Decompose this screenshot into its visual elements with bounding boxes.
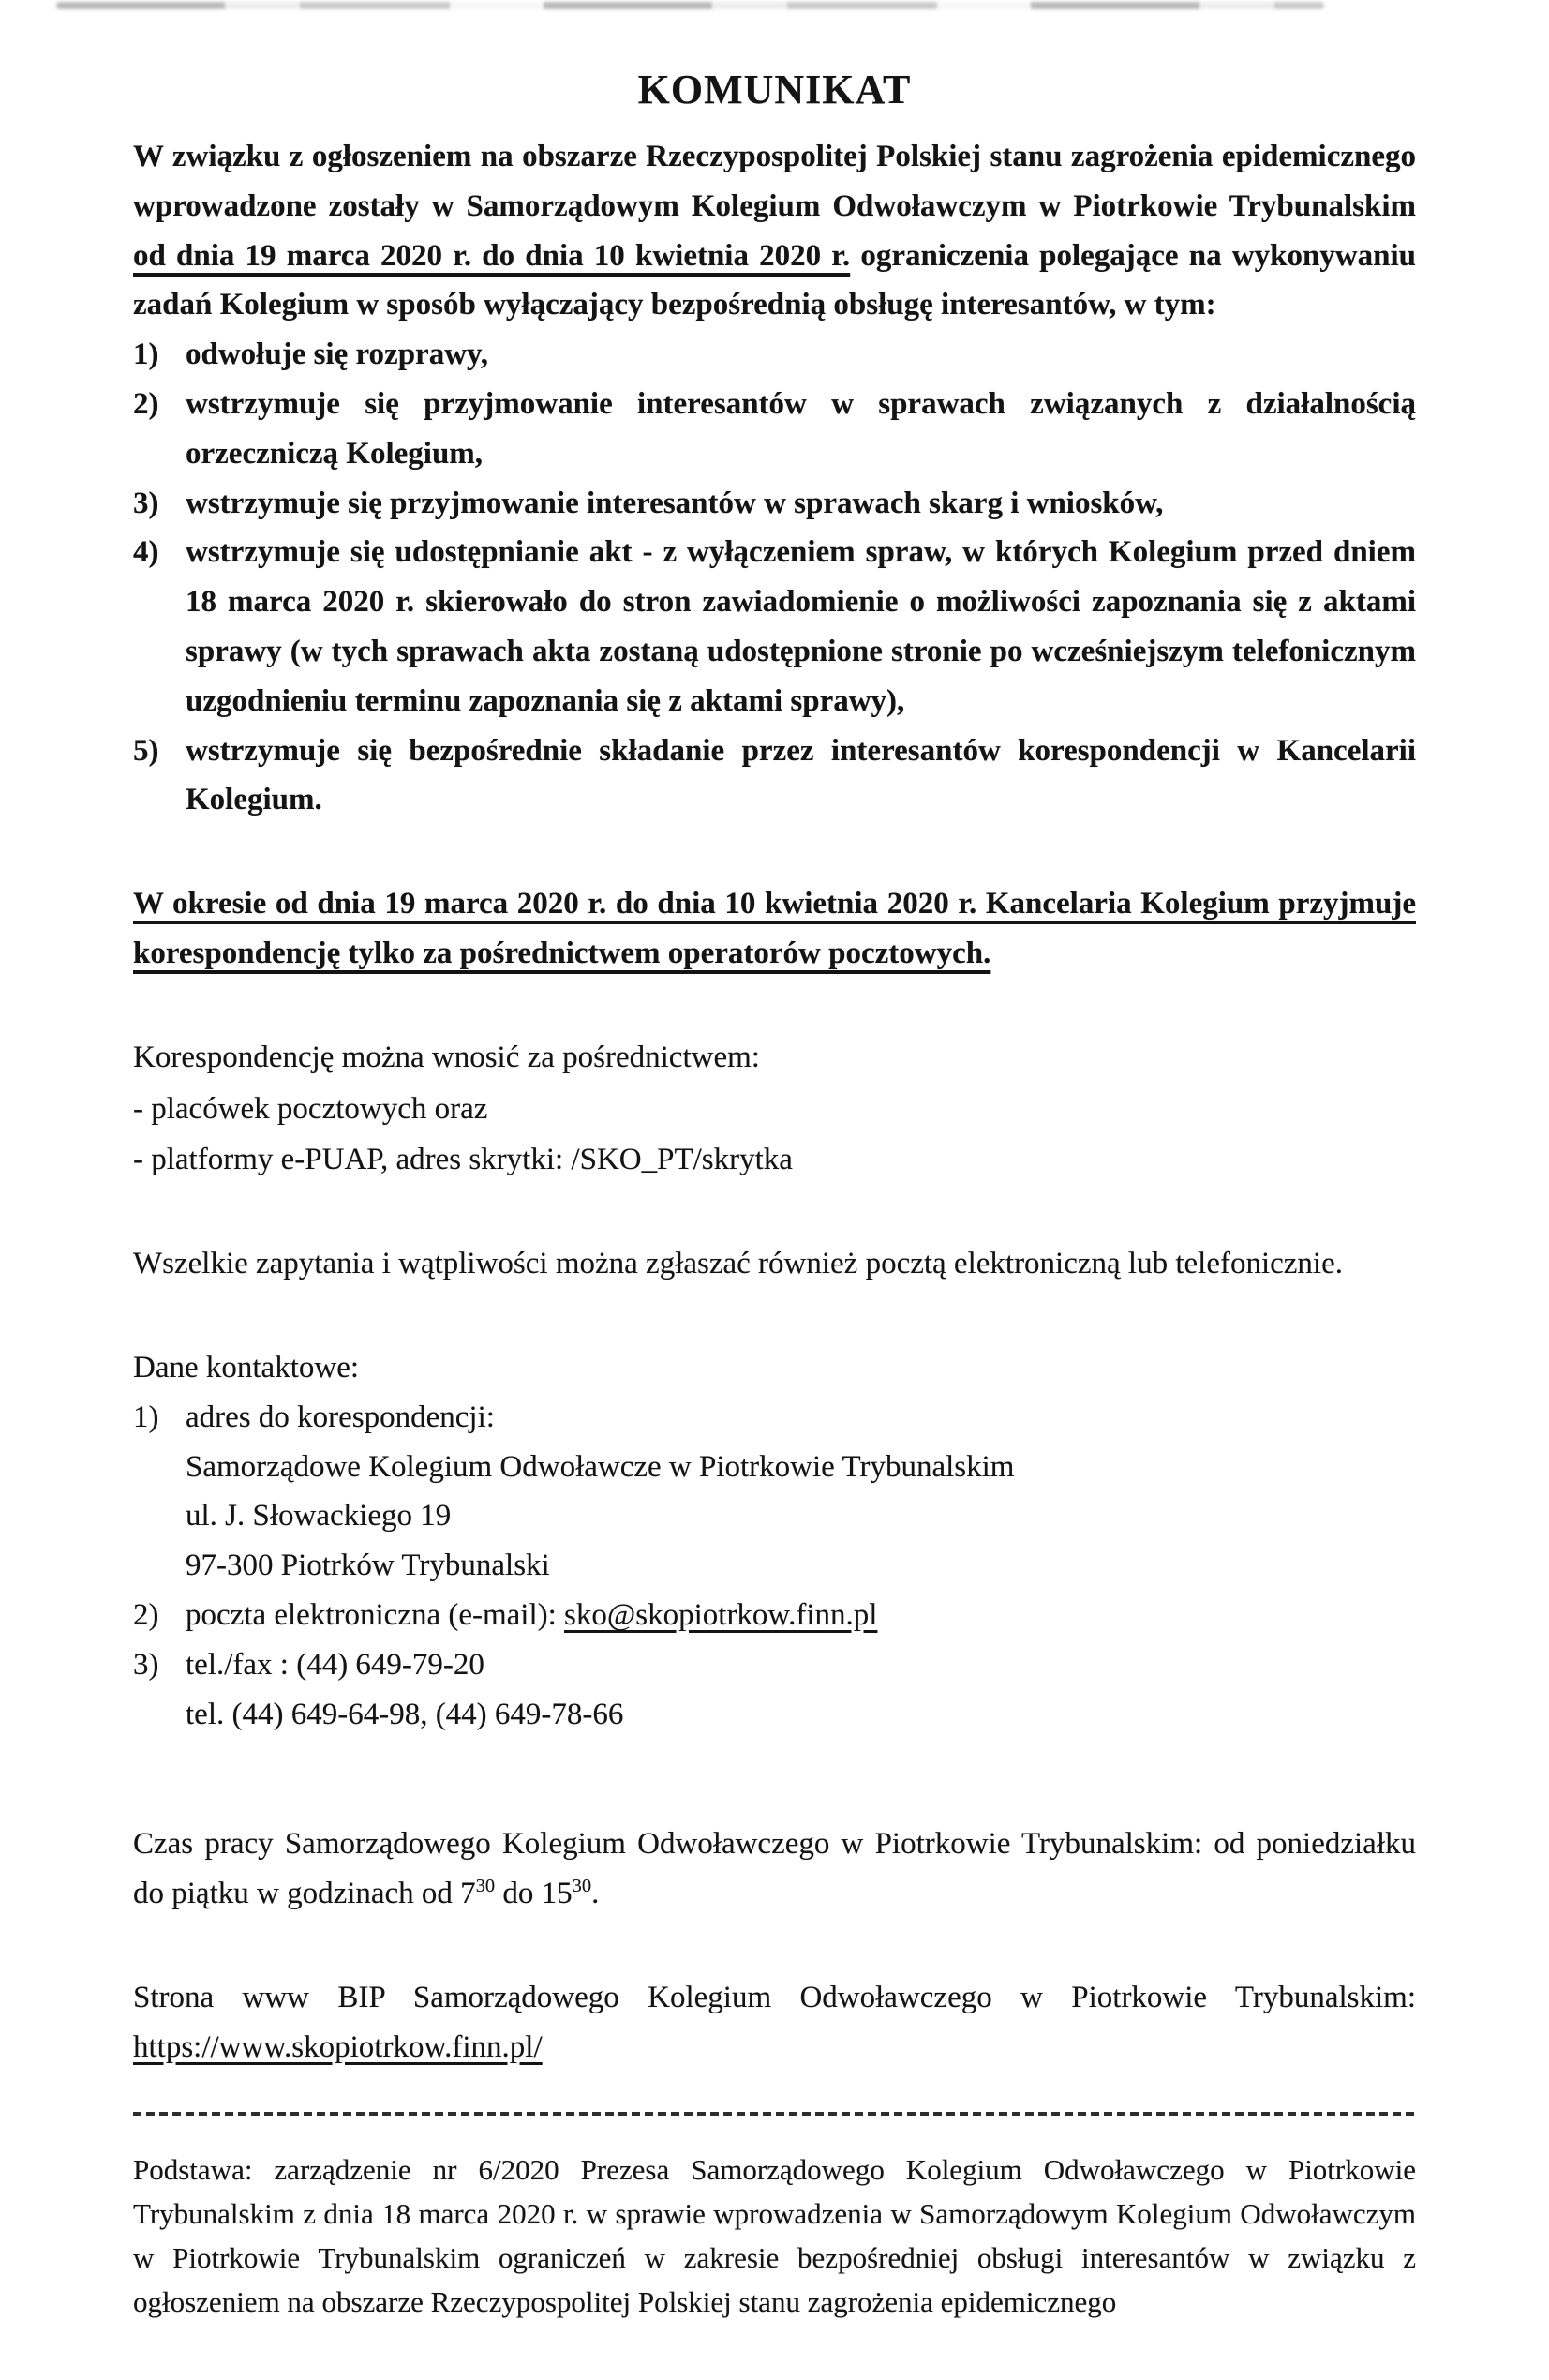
restriction-item-4: wstrzymuje się udostępnianie akt - z wyłączeniem spraw, w których Kolegium przed dniem 18 marca 2020 r. skierowało do stron zawiadomienie o możliwości zapoznania się z aktami sprawy (w tych sprawach akta zostaną udostępnione stronie po wcześniejszym telefonicznym uzgodnieniu terminu zapoznania się z aktami sprawy),	[186, 535, 1416, 718]
contact-phone-line-2: tel. (44) 649-64-98, (44) 649-78-66	[186, 1697, 624, 1731]
working-hours-text-end: .	[591, 1877, 600, 1911]
scan-artifact-top	[56, 2, 1324, 9]
working-hours-paragraph	[133, 1819, 1416, 1919]
contact-item-phone	[133, 1640, 1416, 1740]
correspondence-item-epuap: - platformy e-PUAP, adres skrytki: /SKO_PT/skrytka	[133, 1143, 793, 1177]
page-title: KOMUNIKAT	[637, 67, 912, 112]
restriction-item-2: wstrzymuje się przyjmowanie interesantów w sprawach związanych z działalnością orzeczniczą Kolegium,	[186, 386, 1416, 471]
working-hours-text-middle: do 15	[495, 1877, 573, 1911]
website-paragraph	[133, 1973, 1416, 2073]
legal-basis-paragraph: Podstawa: zarządzenie nr 6/2020 Prezesa Samorządowego Kolegium Odwoławczego w Piotrkowie Trybunalskim z dnia 18 marca 2020 r. w sprawie wprowadzenia w Samorządowym Kolegium Odwoławczym w Piotrkowie Trybunalskim ograniczeń w zakresie bezpośredniej obsługi interesantów w związku z ogłoszeniem na obszarze Rzeczypospolitej Polskiej stanu zagrożenia epidemicznego	[133, 2152, 1416, 2318]
contact-item-address	[133, 1393, 1416, 1591]
contact-heading: Dane kontaktowe:	[133, 1350, 360, 1385]
contact-phone-line-1: tel./fax : (44) 649-79-20	[186, 1647, 484, 1682]
working-hours-text: Czas pracy Samorządowego Kolegium Odwoławczego w Piotrkowie Trybunalskim: od poniedziałku do piątku w godzinach od 7	[133, 1827, 1416, 1911]
restriction-item-5: wstrzymuje się bezpośrednie składanie przez interesantów korespondencji w Kancelarii Kolegium.	[186, 733, 1416, 817]
contact-address-line: 97-300 Piotrków Trybunalski	[186, 1549, 550, 1583]
dashed-separator-line	[133, 2112, 1416, 2116]
contact-email-label: poczta elektroniczna (e-mail):	[186, 1597, 565, 1632]
intro-text-before: W związku z ogłoszeniem na obszarze Rzeczypospolitej Polskiej stanu zagrożenia epidemicznego wprowadzone zostały w Samorządowym Kolegium Odwoławczym w Piotrkowie Trybunalskim	[133, 140, 1416, 223]
intro-paragraph	[133, 132, 1416, 330]
restrictions-list	[133, 330, 1416, 825]
restriction-item-3: wstrzymuje się przyjmowanie interesantów w sprawach skarg i wniosków,	[186, 486, 1164, 520]
postal-only-notice: W okresie od dnia 19 marca 2020 r. do dnia 10 kwietnia 2020 r. Kancelaria Kolegium przyjmuje korespondencję tylko za pośrednictwem operatorów pocztowych.	[133, 887, 1416, 970]
email-link: sko@skopiotrkow.finn.pl	[564, 1597, 878, 1632]
contact-list	[133, 1393, 1416, 1740]
correspondence-heading: Korespondencję można wnosić za pośrednictwem:	[133, 1040, 760, 1074]
website-link: https://www.skopiotrkow.finn.pl/	[133, 2029, 543, 2064]
restriction-item-1: odwołuje się rozprawy,	[186, 337, 488, 372]
intro-underlined-dates: od dnia 19 marca 2020 r. do dnia 10 kwietnia 2020 r.	[133, 238, 851, 273]
hours-superscript-close: 30	[572, 1876, 592, 1897]
inquiries-paragraph: Wszelkie zapytania i wątpliwości można zgłaszać również pocztą elektroniczną lub telefonicznie.	[133, 1247, 1343, 1281]
contact-address-line: Samorządowe Kolegium Odwoławcze w Piotrkowie Trybunalskim	[186, 1449, 1015, 1484]
contact-address-label: adres do korespondencji:	[186, 1400, 495, 1434]
contact-item-email	[133, 1591, 1416, 1640]
hours-superscript-open: 30	[475, 1876, 496, 1897]
correspondence-item-post: - placówek pocztowych oraz	[133, 1091, 488, 1126]
website-text: Strona www BIP Samorządowego Kolegium Odwoławczego w Piotrkowie Trybunalskim:	[133, 1980, 1416, 2014]
contact-address-line: ul. J. Słowackiego 19	[186, 1499, 452, 1534]
intro-text-after: ograniczenia polegające na wykonywaniu zadań Kolegium w sposób wyłączający bezpośrednią obsługę interesantów, w tym:	[133, 238, 1416, 322]
